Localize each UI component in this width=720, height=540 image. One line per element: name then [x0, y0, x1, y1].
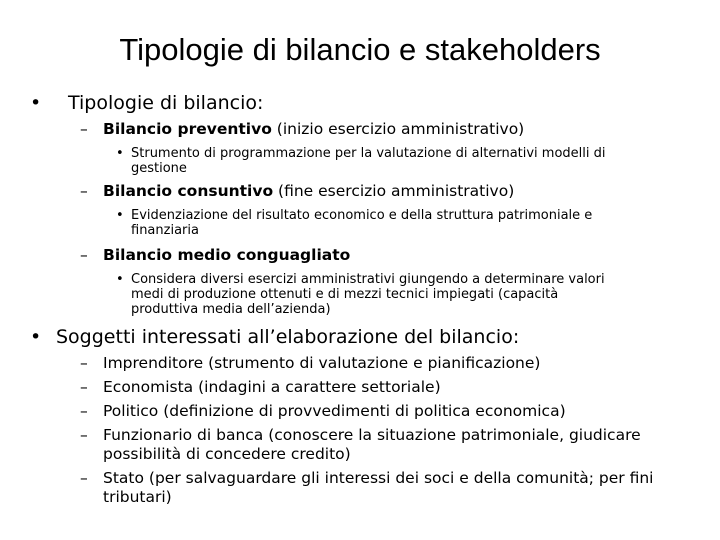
item-bilancio-preventivo: [103, 120, 524, 139]
sub-text: Strumento di programmazione per la valutazione di alternativi modelli di: [131, 146, 606, 161]
bullet-dash: –: [80, 182, 88, 200]
section1-heading: Tipologie di bilancio:: [68, 92, 264, 114]
bullet-dash: –: [80, 354, 88, 372]
bullet-dash: –: [80, 120, 88, 138]
item-detail: (inizio esercizio amministrativo): [271, 120, 525, 138]
item-bilancio-medio-conguagliato: Bilancio medio conguagliato: [103, 246, 351, 264]
stakeholder-item-continued: tributari): [103, 488, 172, 506]
bullet-dot: •: [30, 326, 42, 348]
stakeholder-item: Imprenditore (strumento di valutazione e pianificazione): [103, 354, 541, 372]
item-bilancio-consuntivo: [103, 182, 514, 201]
sub-text: Considera diversi esercizi amministrativi giungendo a determinare valori: [131, 272, 605, 287]
bullet-dash: –: [80, 469, 88, 487]
sub-text: finanziaria: [131, 223, 199, 238]
item-bold-label: Bilancio preventivo: [103, 120, 272, 138]
section2-heading: Soggetti interessati all’elaborazione del bilancio:: [56, 326, 520, 348]
bullet-dot: •: [30, 92, 42, 114]
bullet-dash: –: [80, 378, 88, 396]
sub-text: Evidenziazione del risultato economico e della struttura patrimoniale e: [131, 208, 593, 223]
bullet-dot: •: [116, 208, 124, 223]
sub-text: gestione: [131, 161, 187, 176]
bullet-dash: –: [80, 426, 88, 444]
sub-text: medi di produzione ottenuti e di mezzi tecnici impiegati (capacità: [131, 287, 559, 302]
slide-title: Tipologie di bilancio e stakeholders: [119, 32, 601, 67]
bullet-dash: –: [80, 402, 88, 420]
stakeholder-item: Politico (definizione di provvedimenti di politica economica): [103, 402, 566, 420]
item-bold-label: Bilancio consuntivo: [103, 182, 274, 200]
stakeholder-item: Funzionario di banca (conoscere la situazione patrimoniale, giudicare: [103, 426, 641, 444]
stakeholder-item-continued: possibilità di concedere credito): [103, 445, 351, 463]
stakeholder-item: Stato (per salvaguardare gli interessi dei soci e della comunità; per fini: [103, 469, 654, 487]
bullet-dot: •: [116, 272, 124, 287]
stakeholder-item: Economista (indagini a carattere settoriale): [103, 378, 441, 396]
bullet-dash: –: [80, 246, 88, 264]
item-detail: (fine esercizio amministrativo): [273, 182, 515, 200]
sub-text: produttiva media dell’azienda): [131, 302, 331, 317]
bullet-dot: •: [116, 146, 124, 161]
